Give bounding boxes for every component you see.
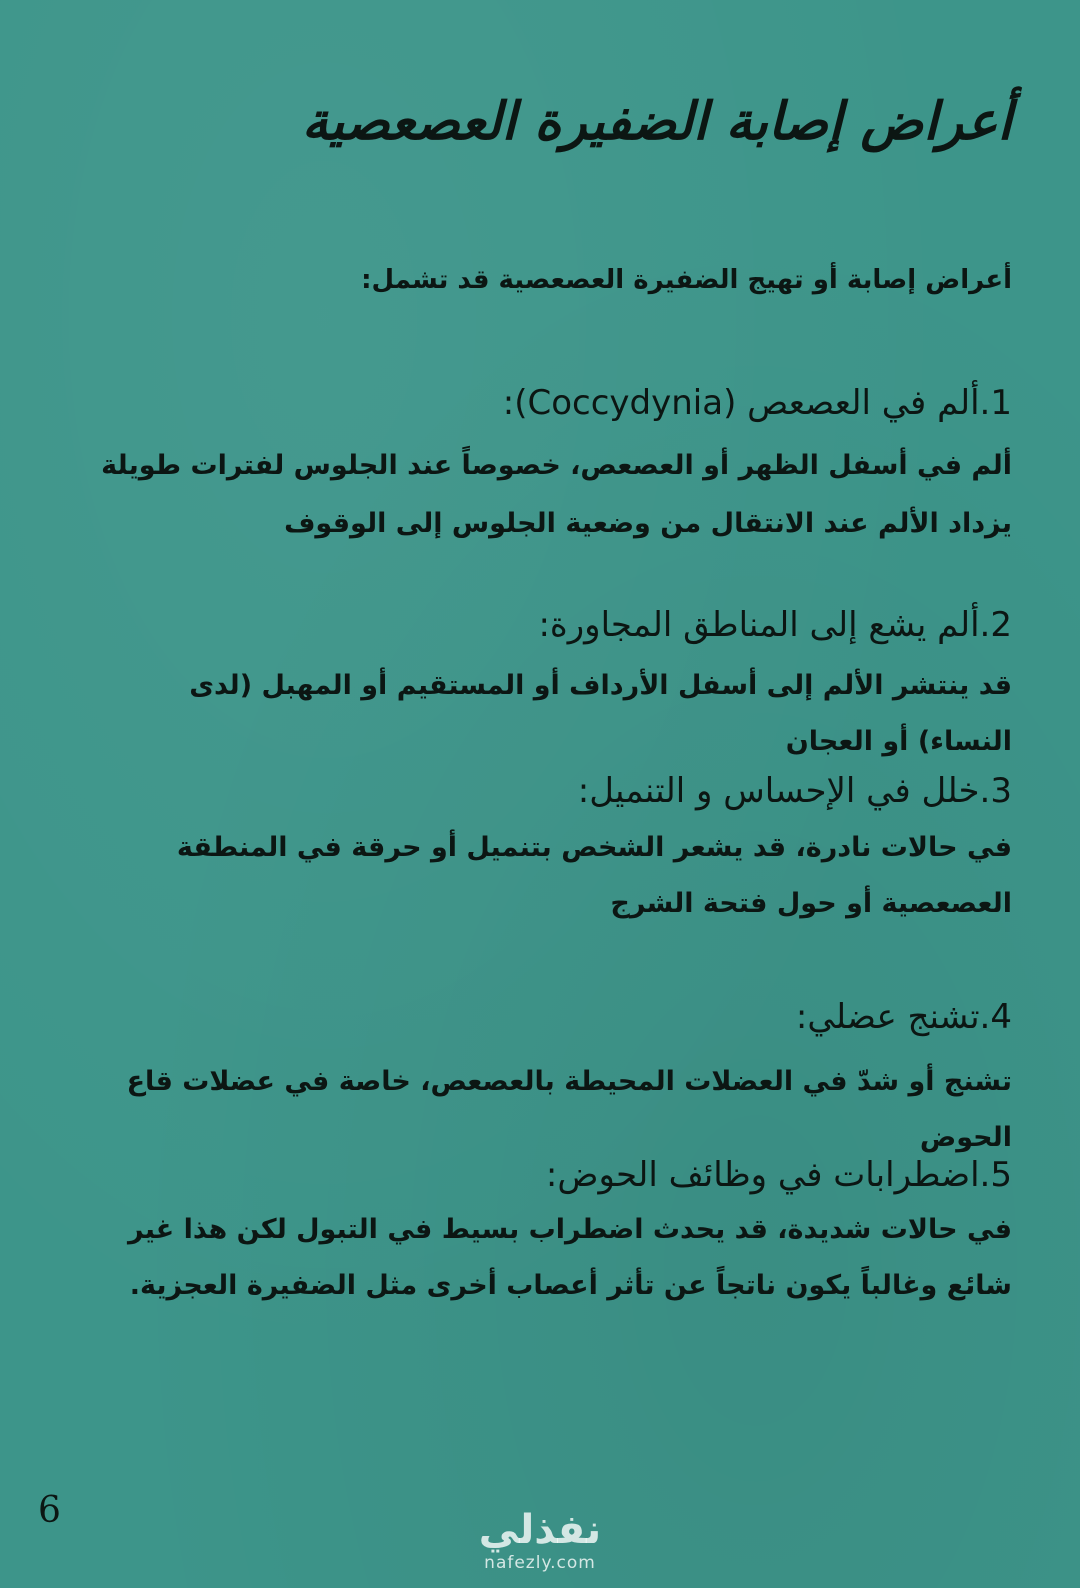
section-4-heading: 4.تشنج عضلي: [795,997,1012,1037]
section-1-line-1: ألم في أسفل الظهر أو العصعص، خصوصاً عند الجلوس لفترات طويلة [101,450,1012,481]
section-2-heading: 2.ألم يشع إلى المناطق المجاورة: [538,605,1012,645]
section-1-line-2: يزداد الألم عند الانتقال من وضعية الجلوس إلى الوقوف [284,508,1012,539]
logo-text: نفذلي [478,1507,602,1553]
section-1-heading: 1.ألم في العصعص (Coccydynia): [502,383,1012,423]
section-2-line-1: قد ينتشر الألم إلى أسفل الأرداف أو المستقيم أو المهبل (لدى النساء) أو العجان [189,670,1012,757]
page-number: 6 [38,1490,61,1531]
logo-url: nafezly.com [484,1553,596,1573]
section-3-heading: 3.خلل في الإحساس و التنميل: [577,771,1012,811]
nafezly-logo [470,1508,610,1574]
page-title: أعراض إصابة الضفيرة العصعصية [301,91,1012,152]
section-5-heading: 5.اضطرابات في وظائف الحوض: [545,1155,1012,1195]
section-5-line-1: في حالات شديدة، قد يحدث اضطراب بسيط في التبول لكن هذا غير شائع وغالباً يكون ناتجاً عن تأثر أعصاب أخرى مثل الضفيرة العجزية. [127,1214,1012,1301]
intro-text: أعراض إصابة أو تهيج الضفيرة العصعصية قد تشمل: [361,265,1012,295]
section-4-line-1: تشنج أو شدّ في العضلات المحيطة بالعصعص، خاصة في عضلات قاع الحوض [126,1066,1012,1153]
section-3-line-1: في حالات نادرة، قد يشعر الشخص بتنميل أو حرقة في المنطقة العصعصية أو حول فتحة الشرج [176,832,1012,919]
